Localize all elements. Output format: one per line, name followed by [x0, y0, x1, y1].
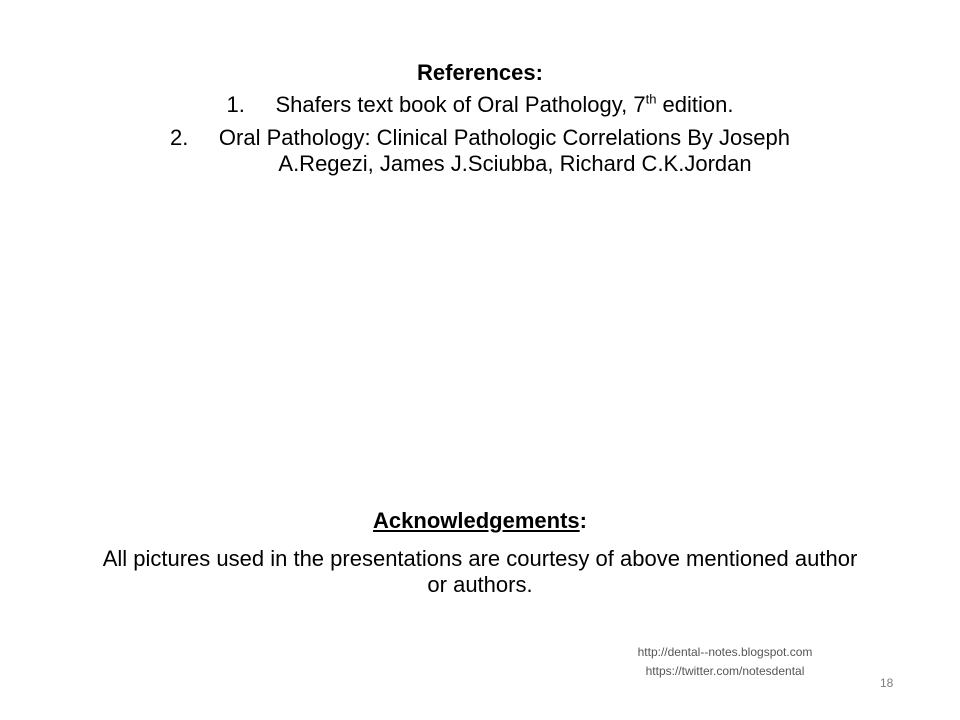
reference-edition-superscript: th [645, 91, 657, 107]
reference-item-2 [0, 125, 960, 177]
reference-line-2: A.Regezi, James J.Sciubba, Richard C.K.Jordan [278, 151, 752, 176]
reference-number: 1. [226, 92, 245, 117]
reference-line-1: Oral Pathology: Clinical Pathologic Correlations By Joseph [218, 125, 790, 150]
reference-text [275, 92, 733, 117]
acknowledgements-heading-colon: : [579, 508, 587, 533]
reference-title: Shafers text book of Oral Pathology, 7 [275, 92, 646, 117]
reference-number: 2. [170, 125, 189, 150]
reference-title-end: edition. [656, 92, 734, 117]
references-heading: References: [417, 60, 543, 85]
acknowledgements-heading-word: Acknowledgements [373, 508, 580, 533]
acknowledgements-heading [0, 508, 960, 534]
twitter-url[interactable]: https://twitter.com/notesdental [645, 664, 805, 678]
acknowledgements-text-block [0, 546, 960, 598]
acknowledgements-text: All pictures used in the presentations are courtesy of above mentioned author or authors. [102, 546, 858, 597]
reference-item-1 [0, 92, 960, 118]
footer-urls [560, 643, 890, 681]
reference-text [100, 125, 860, 177]
blog-url[interactable]: http://dental--notes.blogspot.com [637, 645, 813, 659]
page-number: 18 [880, 676, 894, 690]
references-list [0, 92, 960, 177]
